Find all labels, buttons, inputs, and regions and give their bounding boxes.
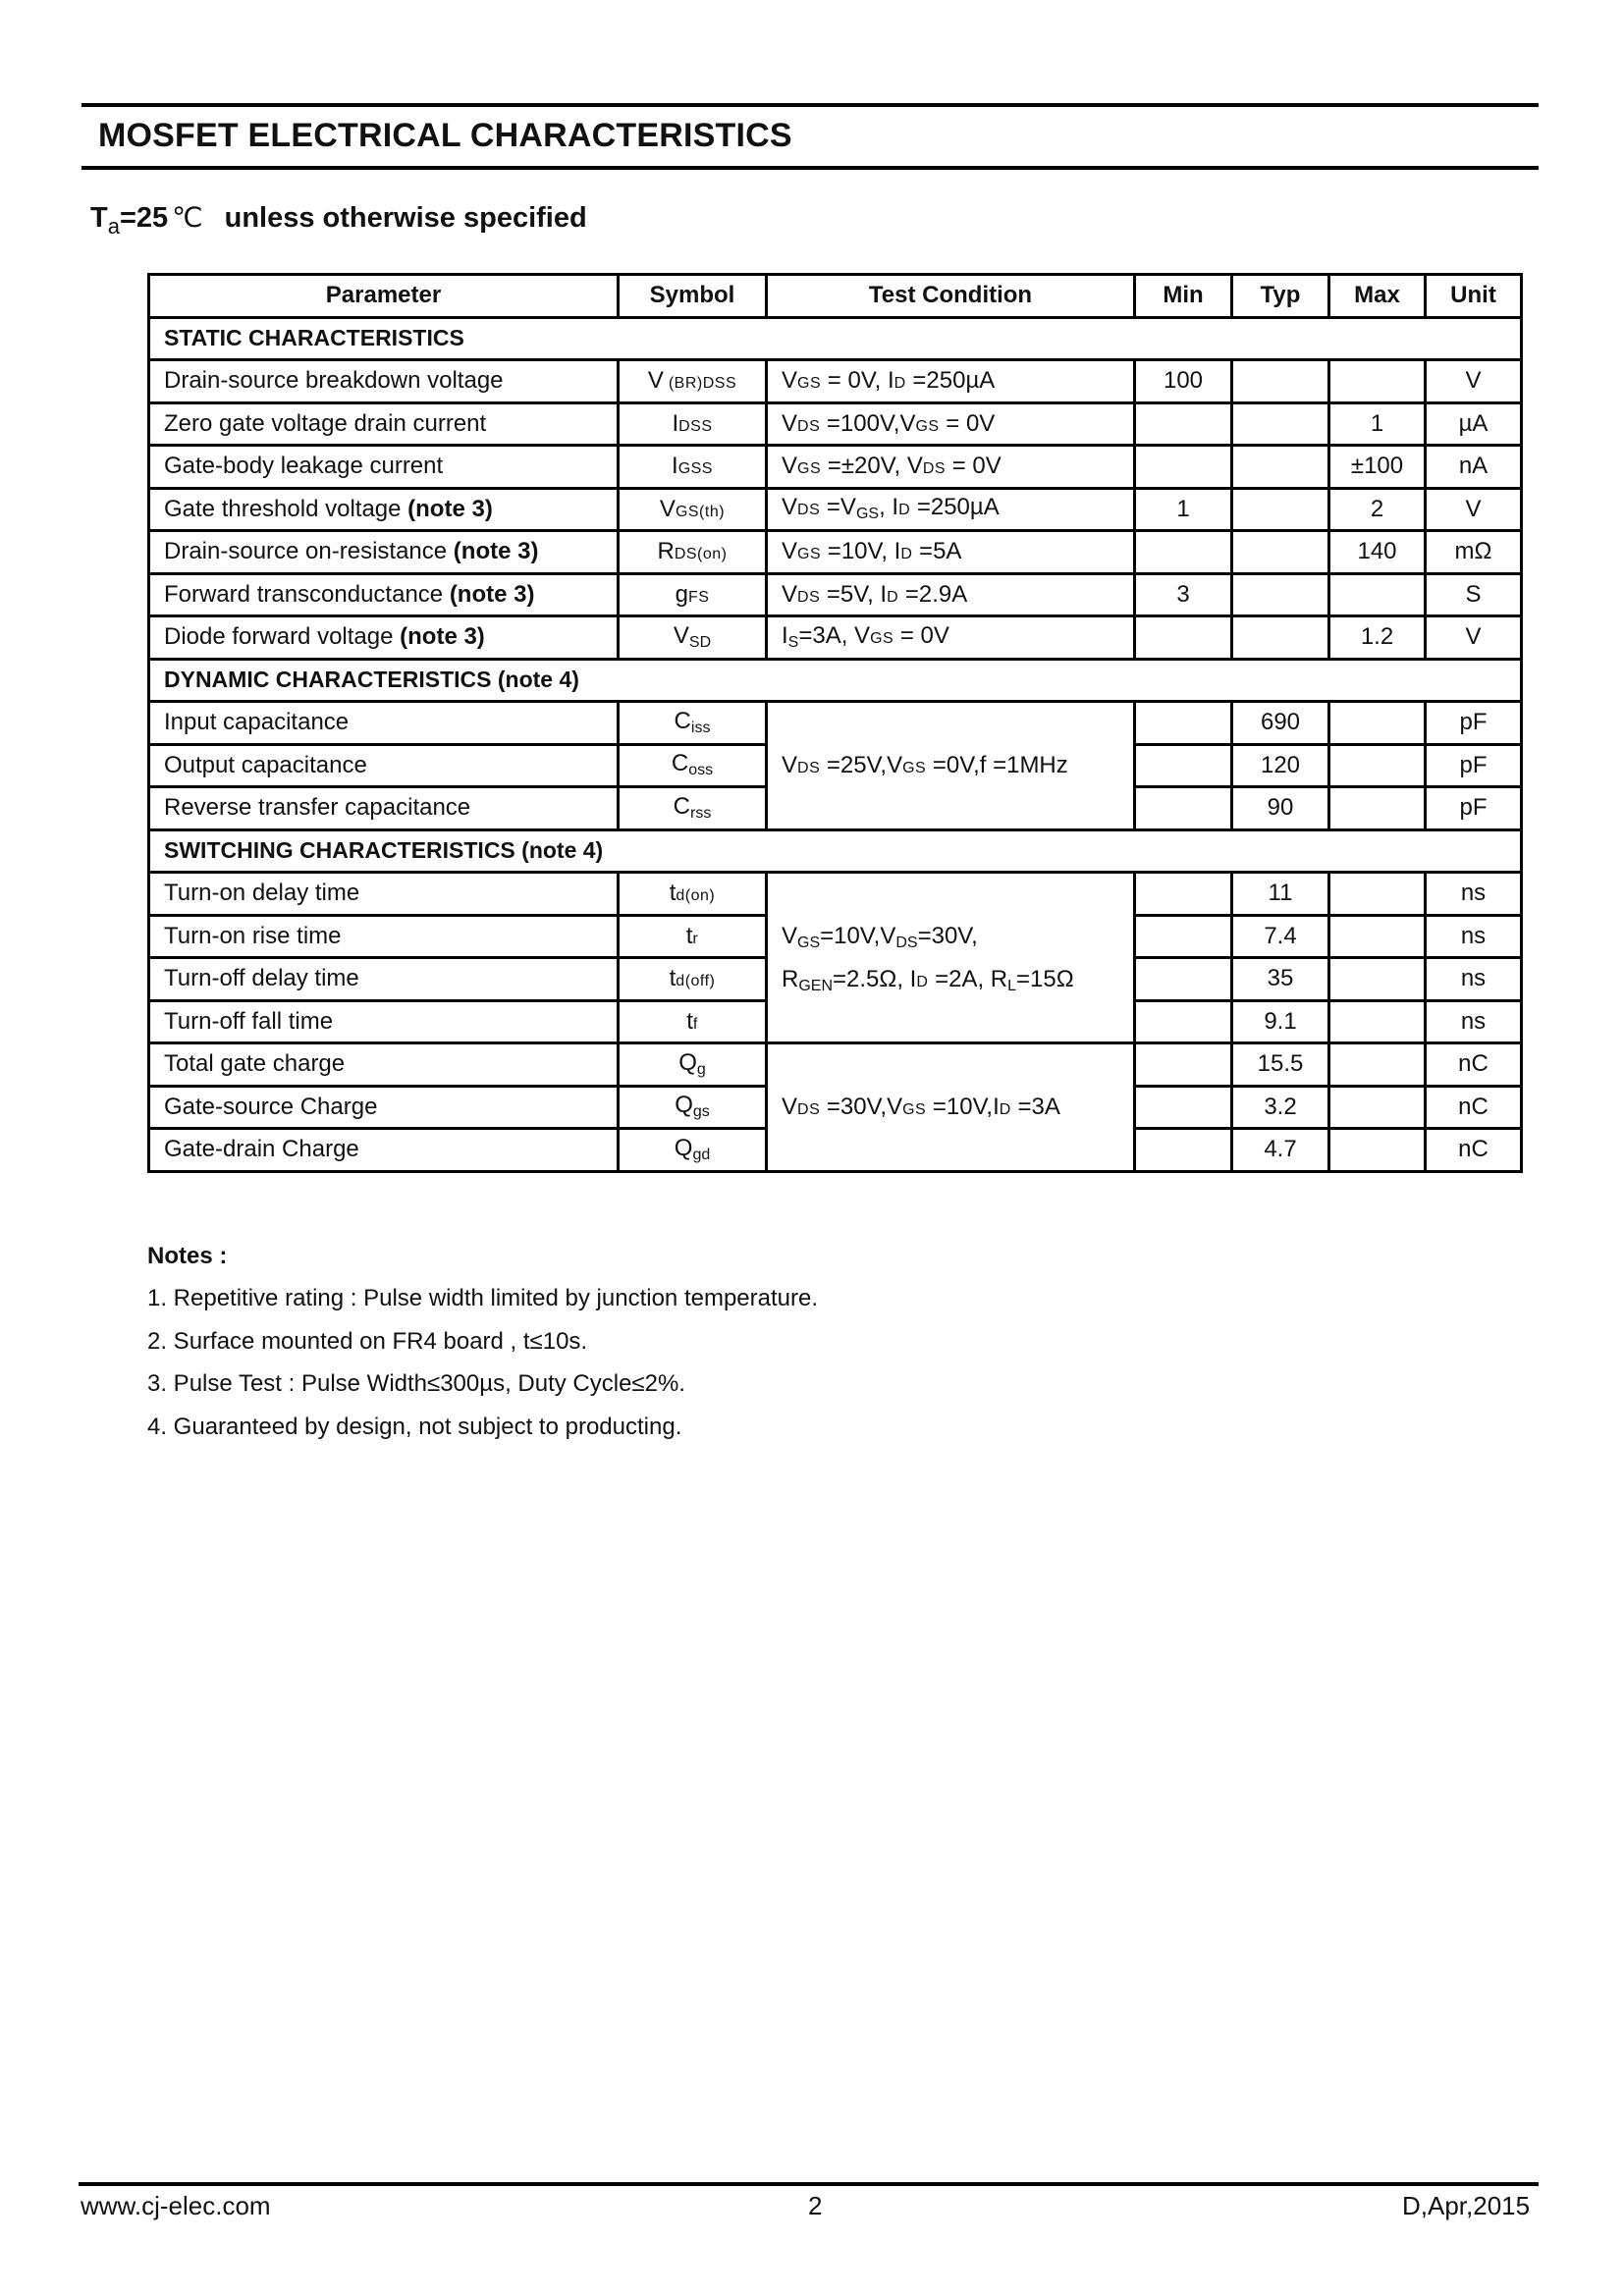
unit-cell: nC	[1426, 1086, 1522, 1129]
text-segment: GS	[797, 934, 821, 951]
text-segment: =0V,f =1MHz	[926, 751, 1068, 778]
text-segment: =25V,V	[820, 751, 903, 778]
temp-symbol: T	[90, 202, 108, 234]
parameter-cell	[149, 873, 619, 916]
max-cell	[1329, 958, 1426, 1001]
text-segment: D	[999, 1100, 1011, 1118]
note-item: 2. Surface mounted on FR4 board , t≤10s.	[147, 1327, 588, 1355]
parameter-cell	[149, 702, 619, 745]
condition-lines	[782, 1086, 1133, 1129]
text-segment: gd	[692, 1146, 711, 1163]
section-row	[149, 659, 1522, 702]
text-segment: r	[692, 930, 699, 947]
text-segment: t	[669, 965, 677, 992]
max-cell	[1329, 915, 1426, 958]
parameter-label: Input capacitance	[164, 709, 350, 736]
unit-cell: nC	[1426, 1043, 1522, 1087]
text-segment: = 0V	[946, 453, 1001, 480]
text-segment: rss	[690, 804, 712, 822]
typ-cell	[1232, 573, 1329, 616]
parameter-label: Zero gate voltage drain current	[164, 409, 487, 437]
col-header-test-condition: Test Condition	[767, 275, 1135, 318]
test-condition-cell	[767, 360, 1135, 403]
text-segment: GS	[797, 375, 822, 393]
text-segment: =±20V, V	[821, 453, 923, 480]
text-segment: =10V, I	[821, 538, 901, 565]
table-row	[149, 488, 1522, 531]
parameter-cell	[149, 446, 619, 489]
unit-cell: V	[1426, 616, 1522, 660]
text-segment: C	[671, 750, 689, 777]
text-segment: GS	[797, 546, 822, 563]
symbol-cell	[619, 702, 767, 745]
symbol-cell	[619, 573, 767, 616]
text-segment: =250µA	[905, 367, 996, 395]
test-condition-cell	[767, 873, 1135, 1043]
test-condition-cell	[767, 402, 1135, 446]
table-row	[149, 1043, 1522, 1087]
note-reference: (note 3)	[449, 580, 535, 608]
condition-line	[782, 915, 1133, 958]
typ-cell: 690	[1232, 702, 1329, 745]
table-body	[149, 317, 1522, 1171]
text-segment: R	[782, 965, 799, 992]
text-segment: gs	[692, 1103, 710, 1121]
text-segment: = 0V	[893, 621, 949, 649]
parameter-label: Forward transconductance	[164, 580, 450, 608]
text-segment: Q	[678, 1048, 697, 1076]
min-cell	[1135, 958, 1232, 1001]
text-segment: DS	[797, 502, 821, 519]
text-segment: , I	[879, 494, 899, 521]
symbol-cell	[619, 402, 767, 446]
typ-cell	[1232, 616, 1329, 660]
max-cell	[1329, 702, 1426, 745]
text-segment: V	[782, 751, 798, 778]
unit-cell: pF	[1426, 702, 1522, 745]
symbol-cell	[619, 446, 767, 489]
table-row	[149, 873, 1522, 916]
text-segment: V	[782, 1093, 798, 1120]
parameter-cell	[149, 531, 619, 574]
text-segment: =3A	[1010, 1093, 1060, 1120]
unit-cell: pF	[1426, 744, 1522, 787]
typ-cell: 35	[1232, 958, 1329, 1001]
min-cell	[1135, 402, 1232, 446]
text-segment: L	[1007, 977, 1017, 994]
text-segment: DS	[797, 1100, 821, 1118]
symbol-cell	[619, 915, 767, 958]
text-segment: GS	[855, 506, 880, 523]
text-segment: =2.5Ω, I	[833, 965, 917, 992]
temp-subscript: a	[107, 214, 120, 239]
max-cell	[1329, 787, 1426, 830]
max-cell	[1329, 744, 1426, 787]
note-item: 3. Pulse Test : Pulse Width≤300µs, Duty Cycle≤2%.	[147, 1370, 685, 1397]
text-segment: f	[692, 1015, 698, 1033]
typ-cell: 120	[1232, 744, 1329, 787]
typ-cell: 90	[1232, 787, 1329, 830]
section-title: DYNAMIC CHARACTERISTICS (note 4)	[149, 659, 1522, 702]
footer-rule	[79, 2182, 1539, 2186]
text-segment: C	[674, 707, 691, 734]
text-segment: DS	[895, 934, 918, 951]
min-cell	[1135, 702, 1232, 745]
text-segment: GS(th)	[675, 503, 726, 520]
section-row	[149, 829, 1522, 873]
section-row	[149, 317, 1522, 360]
symbol-cell	[619, 744, 767, 787]
parameter-cell	[149, 360, 619, 403]
header-rule-bottom	[81, 166, 1539, 170]
condition-lines	[782, 915, 1133, 1001]
text-segment: V	[782, 409, 798, 437]
text-segment: =15Ω	[1016, 965, 1074, 992]
typ-cell: 15.5	[1232, 1043, 1329, 1087]
col-header-max: Max	[1329, 275, 1426, 318]
text-segment: S	[787, 633, 799, 651]
unit-cell: ns	[1426, 873, 1522, 916]
text-segment: =10V,I	[926, 1093, 1000, 1120]
table-row	[149, 446, 1522, 489]
min-cell	[1135, 446, 1232, 489]
typ-cell	[1232, 488, 1329, 531]
typ-cell: 3.2	[1232, 1086, 1329, 1129]
table-row	[149, 616, 1522, 660]
text-segment: d(on)	[676, 887, 716, 905]
max-cell	[1329, 573, 1426, 616]
text-segment: V	[782, 453, 798, 480]
table-row	[149, 402, 1522, 446]
text-segment: t	[686, 1007, 693, 1035]
text-segment: V	[782, 538, 798, 565]
text-segment: =30V,V	[820, 1093, 903, 1120]
text-segment: =V	[820, 494, 856, 521]
text-segment: =2A, R	[928, 965, 1008, 992]
note-reference: (note 3)	[400, 623, 485, 651]
notes-title: Notes :	[147, 1243, 228, 1269]
text-segment: V	[782, 494, 798, 521]
temp-value: =25	[119, 202, 169, 234]
table-row	[149, 702, 1522, 745]
footer-revision: D,Apr,2015	[1402, 2191, 1531, 2220]
text-segment: GS	[902, 1100, 927, 1118]
typ-cell	[1232, 531, 1329, 574]
max-cell	[1329, 873, 1426, 916]
condition-line	[782, 958, 1133, 1001]
text-segment: t	[669, 880, 677, 907]
test-condition-cell	[767, 702, 1135, 830]
unit-cell: ns	[1426, 1000, 1522, 1043]
note-item: 4. Guaranteed by design, not subject to producting.	[147, 1413, 682, 1440]
header-rule-top	[81, 103, 1539, 107]
parameter-cell	[149, 1129, 619, 1172]
parameter-label: Output capacitance	[164, 751, 367, 778]
symbol-cell	[619, 616, 767, 660]
col-header-min: Min	[1135, 275, 1232, 318]
typ-cell: 11	[1232, 873, 1329, 916]
text-segment: I	[672, 409, 679, 437]
unit-cell: ns	[1426, 915, 1522, 958]
parameter-label: Total gate charge	[164, 1050, 346, 1078]
section-title: STATIC CHARACTERISTICS	[149, 317, 1522, 360]
condition-text: unless otherwise specified	[224, 202, 587, 234]
max-cell	[1329, 1086, 1426, 1129]
text-segment: D	[887, 588, 899, 606]
unit-cell: pF	[1426, 787, 1522, 830]
text-segment: g	[696, 1060, 706, 1078]
text-segment: GSS	[677, 460, 713, 478]
table-header-row	[149, 275, 1522, 318]
max-cell	[1329, 1129, 1426, 1172]
min-cell	[1135, 1043, 1232, 1087]
text-segment: V	[782, 922, 798, 949]
text-segment: GS	[870, 629, 894, 647]
min-cell	[1135, 1129, 1232, 1172]
parameter-cell	[149, 616, 619, 660]
text-segment: Q	[674, 1134, 693, 1161]
note-item: 1. Repetitive rating : Pulse width limited by junction temperature.	[147, 1285, 819, 1311]
text-segment: =10V,V	[820, 922, 896, 949]
text-segment: FS	[687, 588, 710, 606]
parameter-label: Gate-body leakage current	[164, 453, 444, 480]
text-segment: V	[782, 367, 798, 395]
symbol-cell	[619, 787, 767, 830]
text-segment: =100V,V	[820, 409, 916, 437]
note-reference: (note 3)	[453, 538, 539, 565]
parameter-label: Gate threshold voltage	[164, 495, 408, 522]
text-segment: =250µA	[910, 494, 1000, 521]
text-segment: SD	[688, 633, 712, 651]
symbol-cell	[619, 488, 767, 531]
text-segment: iss	[690, 719, 711, 736]
parameter-cell	[149, 1043, 619, 1087]
max-cell: 140	[1329, 531, 1426, 574]
parameter-label: Turn-on rise time	[164, 922, 342, 949]
typ-cell	[1232, 402, 1329, 446]
min-cell	[1135, 787, 1232, 830]
parameter-label: Drain-source breakdown voltage	[164, 367, 504, 395]
max-cell: 1	[1329, 402, 1426, 446]
text-segment: oss	[688, 762, 714, 779]
section-title: SWITCHING CHARACTERISTICS (note 4)	[149, 829, 1522, 873]
min-cell	[1135, 744, 1232, 787]
table-row	[149, 573, 1522, 616]
parameter-label: Turn-on delay time	[164, 880, 360, 907]
text-segment: V	[647, 367, 664, 395]
min-cell: 1	[1135, 488, 1232, 531]
text-segment: GS	[915, 417, 940, 435]
max-cell	[1329, 360, 1426, 403]
col-header-typ: Typ	[1232, 275, 1329, 318]
footer-page-number: 2	[808, 2191, 823, 2220]
parameter-cell	[149, 958, 619, 1001]
text-segment: DS	[797, 417, 821, 435]
parameter-cell	[149, 1086, 619, 1129]
unit-cell: S	[1426, 573, 1522, 616]
text-segment: D	[916, 973, 929, 990]
text-segment: Q	[675, 1092, 693, 1119]
text-segment: GEN	[798, 977, 834, 994]
max-cell: ±100	[1329, 446, 1426, 489]
parameter-label: Gate-drain Charge	[164, 1136, 359, 1163]
parameter-label: Gate-source Charge	[164, 1093, 378, 1120]
text-segment: DS(on)	[674, 546, 728, 563]
test-condition-cell	[767, 446, 1135, 489]
electrical-characteristics-table	[147, 273, 1523, 1173]
text-segment: D	[898, 502, 911, 519]
text-segment: V	[659, 495, 676, 522]
parameter-label: Turn-off fall time	[164, 1007, 334, 1035]
col-header-symbol: Symbol	[619, 275, 767, 318]
text-segment: d(off)	[676, 973, 716, 990]
text-segment: = 0V, I	[821, 367, 894, 395]
min-cell	[1135, 873, 1232, 916]
condition-lines	[782, 744, 1133, 787]
parameter-cell	[149, 488, 619, 531]
text-segment: V	[782, 580, 798, 608]
text-segment: DS	[797, 759, 821, 776]
text-segment: V	[673, 621, 689, 649]
max-cell	[1329, 1000, 1426, 1043]
typ-cell: 4.7	[1232, 1129, 1329, 1172]
condition-line	[782, 744, 1133, 787]
parameter-cell	[149, 915, 619, 958]
min-cell: 3	[1135, 573, 1232, 616]
test-condition-cell	[767, 573, 1135, 616]
text-segment: R	[657, 538, 675, 565]
parameter-label: Drain-source on-resistance	[164, 538, 454, 565]
unit-cell: V	[1426, 360, 1522, 403]
page-title: MOSFET ELECTRICAL CHARACTERISTICS	[98, 117, 792, 154]
col-header-unit: Unit	[1426, 275, 1522, 318]
parameter-cell	[149, 787, 619, 830]
unit-cell: nC	[1426, 1129, 1522, 1172]
symbol-cell	[619, 531, 767, 574]
footer-website: www.cj-elec.com	[81, 2191, 271, 2220]
parameter-cell	[149, 402, 619, 446]
temp-unit: ℃	[172, 202, 203, 233]
symbol-cell	[619, 873, 767, 916]
test-condition-cell	[767, 1043, 1135, 1172]
text-segment: =30V,	[917, 922, 978, 949]
typ-cell	[1232, 360, 1329, 403]
text-segment: D	[900, 546, 913, 563]
parameter-cell	[149, 573, 619, 616]
text-segment: DS	[797, 588, 821, 606]
test-condition-cell	[767, 531, 1135, 574]
text-segment: GS	[902, 759, 927, 776]
text-segment: =3A, V	[798, 621, 871, 649]
typ-cell: 7.4	[1232, 915, 1329, 958]
symbol-cell	[619, 1129, 767, 1172]
unit-cell: V	[1426, 488, 1522, 531]
parameter-label: Diode forward voltage	[164, 623, 401, 651]
typ-cell: 9.1	[1232, 1000, 1329, 1043]
min-cell	[1135, 1086, 1232, 1129]
text-segment: I	[672, 453, 678, 480]
text-segment: t	[685, 922, 693, 949]
table-row	[149, 531, 1522, 574]
typ-cell	[1232, 446, 1329, 489]
text-segment: I	[782, 621, 788, 649]
text-segment: GS	[797, 460, 822, 478]
symbol-cell	[619, 360, 767, 403]
unit-cell: nA	[1426, 446, 1522, 489]
max-cell: 1.2	[1329, 616, 1426, 660]
notes-section	[147, 1243, 818, 1456]
max-cell	[1329, 1043, 1426, 1087]
text-segment: = 0V	[939, 409, 996, 437]
text-segment: D	[893, 375, 906, 393]
test-condition-cell	[767, 488, 1135, 531]
min-cell: 100	[1135, 360, 1232, 403]
text-segment: =5V, I	[820, 580, 888, 608]
unit-cell: µA	[1426, 402, 1522, 446]
col-header-parameter: Parameter	[149, 275, 619, 318]
parameter-cell	[149, 744, 619, 787]
parameter-cell	[149, 1000, 619, 1043]
text-segment: (BR)DSS	[663, 375, 737, 393]
unit-cell: mΩ	[1426, 531, 1522, 574]
symbol-cell	[619, 1086, 767, 1129]
text-segment: DSS	[678, 417, 713, 435]
text-segment: =5A	[912, 538, 962, 565]
unit-cell: ns	[1426, 958, 1522, 1001]
text-segment: C	[673, 792, 690, 820]
min-cell	[1135, 616, 1232, 660]
max-cell: 2	[1329, 488, 1426, 531]
min-cell	[1135, 531, 1232, 574]
parameter-label: Turn-off delay time	[164, 965, 359, 992]
table-row	[149, 360, 1522, 403]
test-condition-cell	[767, 616, 1135, 660]
text-segment: DS	[922, 460, 947, 478]
symbol-cell	[619, 1043, 767, 1087]
parameter-label: Reverse transfer capacitance	[164, 794, 471, 822]
condition-line	[782, 1086, 1133, 1129]
text-segment: =2.9A	[898, 580, 968, 608]
ambient-condition	[90, 201, 587, 240]
note-reference: (note 3)	[407, 495, 493, 522]
symbol-cell	[619, 958, 767, 1001]
text-segment: g	[675, 580, 688, 608]
symbol-cell	[619, 1000, 767, 1043]
min-cell	[1135, 1000, 1232, 1043]
min-cell	[1135, 915, 1232, 958]
